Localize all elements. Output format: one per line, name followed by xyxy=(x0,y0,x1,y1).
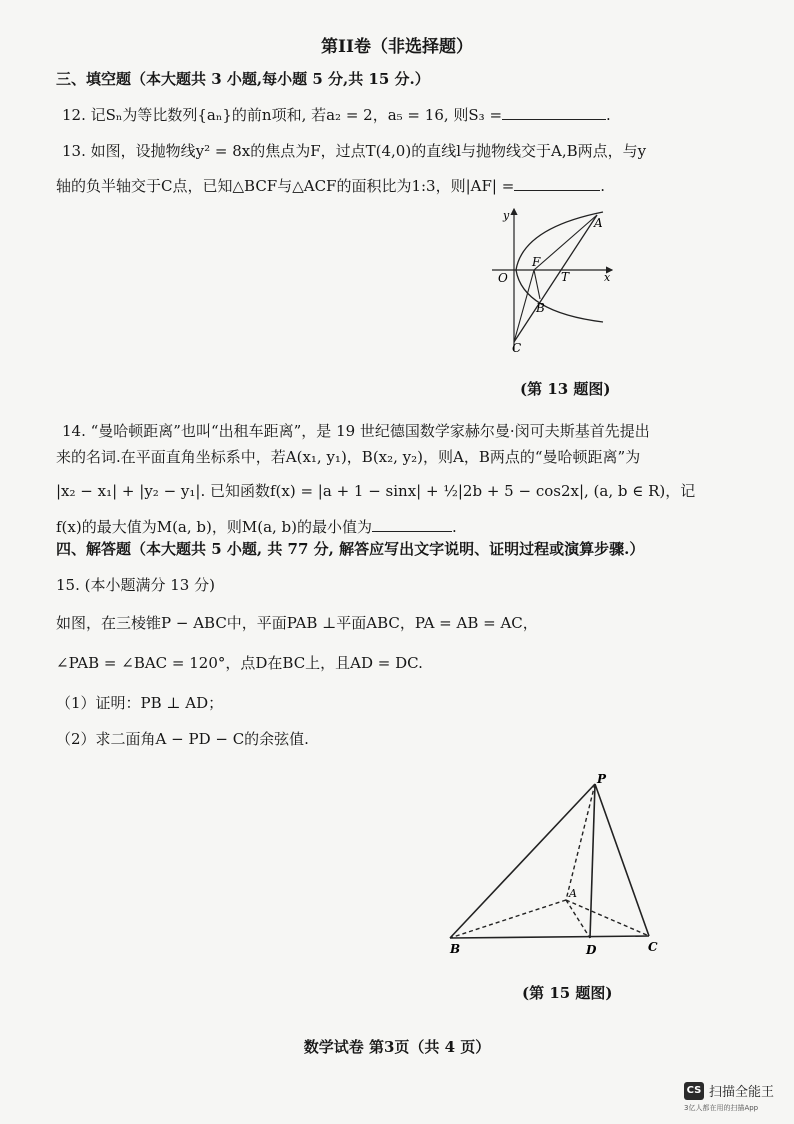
figure-15-caption: (第 15 题图) xyxy=(522,984,613,1002)
q13-line-2 xyxy=(56,175,605,196)
watermark-tagline: 3亿人都在用的扫描App xyxy=(684,1104,759,1112)
q14-line-4-text: f(x)的最大值为M(a, b)，则M(a, b)的最小值为 xyxy=(56,518,373,536)
q15-line-2: ∠PAB = ∠BAC = 120°，点D在BC上，且AD = DC. xyxy=(56,654,423,672)
page-footer: 数学试卷 第3页（共 4 页） xyxy=(303,1038,491,1056)
label-d: D xyxy=(586,943,597,957)
q14-line-4 xyxy=(56,516,457,537)
label-o: O xyxy=(498,271,508,285)
label-b: B xyxy=(536,301,545,315)
segment-fb xyxy=(534,270,540,299)
pyramid-figure xyxy=(440,770,670,960)
edge-pd xyxy=(590,784,595,938)
label-y: y xyxy=(503,209,510,222)
watermark-name: 扫描全能王 xyxy=(709,1085,775,1100)
q13-answer-blank xyxy=(514,178,600,191)
label-a: A xyxy=(594,216,603,230)
label-a: A xyxy=(569,887,577,900)
q12-end: . xyxy=(606,106,611,124)
section-3-heading: 三、填空题（本大题共 3 小题,每小题 5 分,共 15 分.） xyxy=(56,70,430,88)
q14-line-2: 来的名词.在平面直角坐标系中，若A(x₁, y₁)，B(x₂, y₂)，则A，B两点的“曼哈顿距离”为 xyxy=(56,448,641,466)
edge-bc xyxy=(450,936,649,938)
edge-pc xyxy=(595,784,649,936)
segment-af xyxy=(534,215,597,270)
q15-part-1: （1）证明：PB ⊥ AD； xyxy=(56,694,224,712)
camscanner-logo-icon: CS xyxy=(684,1082,704,1100)
label-p: P xyxy=(597,772,607,786)
q15-line-1: 如图，在三棱锥P − ABC中，平面PAB ⊥平面ABC，PA = AB = AC， xyxy=(56,614,538,632)
label-c: C xyxy=(648,940,658,954)
q13-line-2-text: 轴的负半轴交于C点，已知△BCF与△ACF的面积比为1:3，则|AF| = xyxy=(56,177,515,195)
q13-end: . xyxy=(600,177,606,195)
q15-part-2: （2）求二面角A − PD − C的余弦值. xyxy=(56,730,309,748)
label-c: C xyxy=(512,341,522,355)
segment-fc xyxy=(514,270,534,342)
q14-end: . xyxy=(452,518,457,536)
parabola-curve xyxy=(516,212,603,322)
q14-line-1: 14. “曼哈顿距离”也叫“出租车距离”，是 19 世纪德国数学家赫尔曼·闵可夫斯基首先提出 xyxy=(62,422,650,440)
label-b: B xyxy=(450,942,461,956)
edge-ad xyxy=(566,900,590,938)
q12-text: 12. 记Sₙ为等比数列{aₙ}的前n项和, 若a₂ = 2，a₅ = 16, 则S₃ = xyxy=(62,106,503,124)
q12-answer-blank xyxy=(502,107,606,120)
q14-answer-blank xyxy=(372,519,452,532)
parabola-figure xyxy=(490,205,620,355)
figure-13-caption: (第 13 题图) xyxy=(520,380,611,398)
question-12 xyxy=(62,104,611,125)
label-x: x xyxy=(604,271,611,284)
label-t: T xyxy=(561,270,570,284)
label-f: F xyxy=(532,255,541,269)
q14-line-3: |x₂ − x₁| + |y₂ − y₁|. 已知函数f(x) = |a + 1 − sinx| + ½|2b + 5 − cos2x|, (a, b ∈ R)，记 xyxy=(56,482,696,500)
page-title: 第II卷（非选择题） xyxy=(321,37,473,57)
q15-heading: 15. (本小题满分 13 分) xyxy=(56,576,215,594)
edge-ac xyxy=(566,900,649,936)
section-4-heading: 四、解答题（本大题共 5 小题, 共 77 分, 解答应写出文字说明、证明过程或演算步骤.） xyxy=(56,540,645,558)
q13-line-1: 13. 如图，设抛物线y² = 8x的焦点为F，过点T(4,0)的直线l与抛物线交于A,B两点，与y xyxy=(62,142,647,160)
edge-pa xyxy=(566,784,595,900)
line-l xyxy=(514,215,597,342)
